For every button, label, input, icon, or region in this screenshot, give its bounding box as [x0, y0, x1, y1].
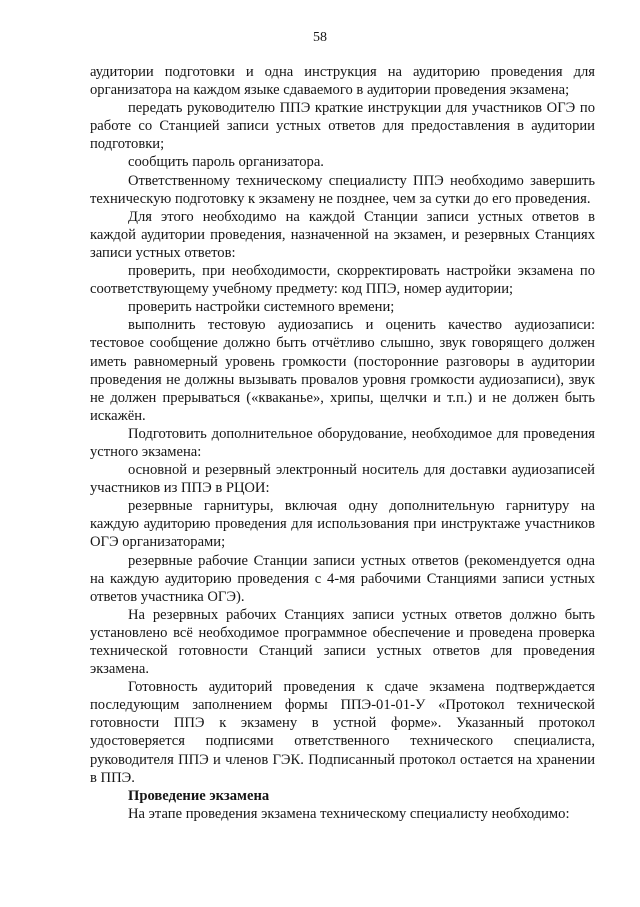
paragraph: основной и резервный электронный носитель для доставки аудиозаписей участников из ППЭ в РЦОИ: — [90, 462, 595, 497]
paragraph: На этапе проведения экзамена техническому специалисту необходимо: — [128, 805, 570, 822]
paragraph: Для этого необходимо на каждой Станции записи устных ответов в каждой аудитории проведения, назначенной на экзамен, и резервных Станциях записи устных ответов: — [90, 208, 595, 261]
page-content — [90, 63, 595, 823]
section-heading: Проведение экзамена — [128, 787, 270, 804]
paragraph: Ответственному техническому специалисту ППЭ необходимо завершить техническую подготовку к экзамену не позднее, чем за сутки до его проведения. — [90, 172, 595, 207]
paragraph: сообщить пароль организатора. — [128, 154, 324, 171]
paragraph: резервные рабочие Станции записи устных ответов (рекомендуется одна на каждую аудиторию проведения с 4-мя рабочими Станциями записи устных ответов участника ОГЭ). — [90, 552, 595, 605]
paragraph: Подготовить дополнительное оборудование, необходимое для проведения устного экзамена: — [90, 425, 595, 460]
paragraph: Готовность аудиторий проведения к сдаче экзамена подтверждается последующим заполнением формы ППЭ-01-01-У «Протокол технической готовности ППЭ к экзамену в устной форме». Указанный протокол удостоверяется подписями ответственного технического специалиста, руководителя ППЭ и членов ГЭК. Подписанный протокол остается на хранении в ППЭ. — [90, 679, 595, 786]
paragraph: проверить, при необходимости, скорректировать настройки экзамена по соответствующему учебному предмету: код ППЭ, номер аудитории; — [90, 263, 595, 298]
paragraph: проверить настройки системного времени; — [128, 299, 395, 316]
paragraph: выполнить тестовую аудиозапись и оценить качество аудиозаписи: тестовое сообщение должно быть отчётливо слышно, звук говорящего должен иметь равномерный уровень громкости (посторонние разговоры в аудитории проведения не должны вызывать провалов уровня громкости аудиозаписи), звук не должен прерываться («кваканье», хрипы, щелчки и т.п.) и не должен быть искажён. — [90, 317, 595, 424]
paragraph: резервные гарнитуры, включая одну дополнительную гарнитуру на каждую аудиторию проведения для использования при инструктаже участников ОГЭ организаторами; — [90, 498, 595, 551]
paragraph: На резервных рабочих Станциях записи устных ответов должно быть установлено всё необходимое программное обеспечение и проведена проверка технической готовности Станций записи устных ответов для проведения экзамена. — [90, 606, 595, 678]
page-number: 58 — [313, 30, 327, 45]
paragraph: передать руководителю ППЭ краткие инструкции для участников ОГЭ по работе со Станцией записи устных ответов для предоставления в аудитории подготовки; — [90, 100, 595, 153]
paragraph-continuation: аудитории подготовки и одна инструкция на аудиторию проведения для организатора на каждом языке сдаваемого в аудитории проведения экзамена; — [90, 64, 595, 99]
